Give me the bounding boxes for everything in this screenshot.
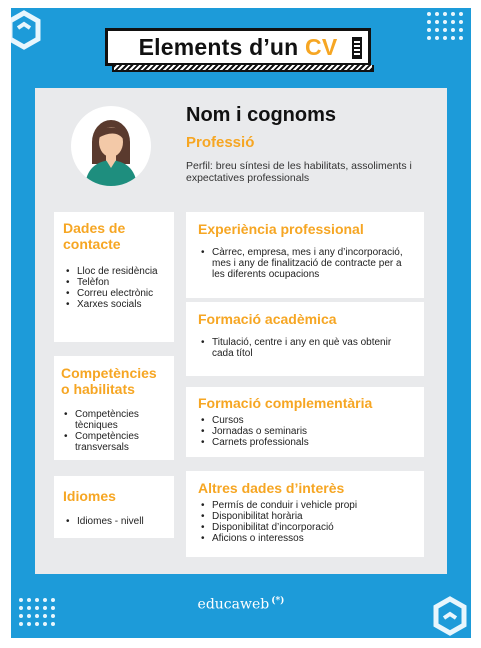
experience-card [186,212,424,298]
list-item: • Cursos [198,415,414,426]
contact-title: Dades de contacte [63,220,126,252]
list-item: • Titulació, centre i any en què vas obtenir cada títol [198,337,414,359]
title-shadow [112,65,374,72]
languages-card [54,476,174,538]
list-item: • Competències tècniques [61,409,166,431]
academic-card [186,302,424,376]
list-item: • Permís de conduir i vehicle propi [198,500,414,511]
languages-list [63,516,166,527]
profession: Professió [186,134,255,151]
dot-grid-icon [427,12,463,40]
profile-summary: Perfil: breu síntesi de les habilitats, assoliments i expectatives professionals [186,160,412,184]
languages-title: Idiomes [63,488,116,504]
dot-grid-icon [19,598,55,626]
list-item: • Xarxes socials [63,299,166,310]
title-banner [105,28,371,66]
complementary-title: Formació complementària [198,395,373,411]
title-accent: CV [305,33,338,60]
page-title [139,34,338,61]
contact-list [63,266,166,310]
list-item: • Jornadas o seminaris [198,426,414,437]
skills-card [54,356,174,460]
academic-title: Formació acadèmica [198,311,337,327]
avatar-icon [71,106,151,186]
list-item: • Carnets professionals [198,437,414,448]
other-title: Altres dades d’interès [198,480,345,496]
list-item: • Aficions o interessos [198,533,414,544]
contact-card [54,212,174,342]
list-item: • Correu electrònic [63,288,166,299]
cv-sheet [35,88,447,574]
title-bar-icon [352,37,362,59]
list-item: • Càrrec, empresa, mes i any d’incorporació, mes i any de finalització de contracte per a les diferents ocupacions [198,247,414,280]
list-item: • Competències transversals [61,431,166,453]
list-item: • Idiomes - nivell [63,516,166,527]
complementary-card [186,387,424,457]
brand-name: educaweb [197,596,270,613]
list-item: • Disponibilitat d’incorporació [198,522,414,533]
title-main: Elements d’un [138,33,299,60]
candidate-name: Nom i cognoms [186,104,337,126]
experience-title: Experiència professional [198,221,364,237]
other-card [186,471,424,557]
skills-list [61,409,166,453]
academic-list [198,337,414,359]
other-list [198,500,414,544]
footer-brand [11,596,471,613]
list-item: • Lloc de residència [63,266,166,277]
hexagon-logo-icon [433,596,467,636]
brand-mark: (*) [271,596,285,606]
poster [11,8,471,638]
hexagon-logo-icon [11,10,41,50]
experience-list [198,247,414,280]
complementary-list [198,415,414,448]
skills-title: Competències o habilitats [61,365,157,397]
list-item: • Disponibilitat horària [198,511,414,522]
list-item: • Telèfon [63,277,166,288]
